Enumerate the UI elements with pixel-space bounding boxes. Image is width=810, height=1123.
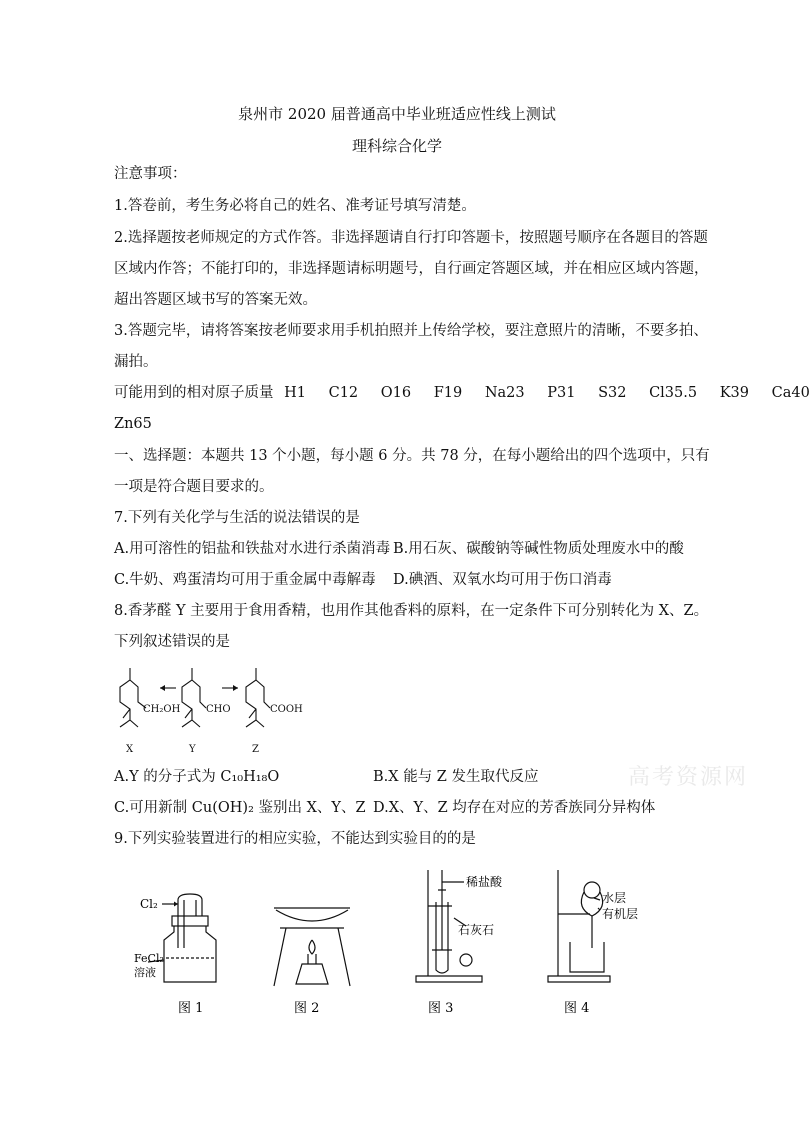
q7-stem: 7.下列有关化学与生活的说法错误的是 bbox=[114, 510, 360, 526]
q7-option-c: C.牛奶、鸡蛋清均可用于重金属中毒解毒 bbox=[114, 572, 376, 588]
notice-item-3-line-2: 漏拍。 bbox=[114, 354, 158, 370]
atomic-mass-item: S32 bbox=[598, 385, 627, 401]
fig4-water-layer-label: 水层 bbox=[602, 891, 627, 905]
q8-option-d: D.X、Y、Z 均存在对应的芳香族同分异构体 bbox=[373, 800, 656, 816]
section1-line-2: 一项是符合题目要求的。 bbox=[114, 479, 274, 495]
q8-option-b: B.X 能与 Z 发生取代反应 bbox=[373, 769, 539, 785]
atomic-mass-item: C12 bbox=[328, 385, 359, 401]
atomic-mass-line bbox=[114, 383, 810, 403]
q9-stem: 9.下列实验装置进行的相应实验，不能达到实验目的的是 bbox=[114, 831, 476, 847]
atomic-mass-last: Zn65 bbox=[114, 416, 152, 432]
notice-item-2-line-3: 超出答题区域书写的答案无效。 bbox=[114, 292, 317, 308]
q8-option-a: A.Y 的分子式为 C₁₀H₁₈O bbox=[114, 769, 280, 785]
q7-option-b: B.用石灰、碳酸钠等碱性物质处理废水中的酸 bbox=[393, 541, 684, 557]
fig4-organic-layer-label: 有机层 bbox=[602, 907, 639, 921]
q8-structure-diagram bbox=[110, 660, 330, 760]
q7-option-a: A.用可溶性的铝盐和铁盐对水进行杀菌消毒 bbox=[114, 541, 391, 557]
atomic-mass-item: H1 bbox=[284, 385, 306, 401]
y-label: Y bbox=[189, 744, 196, 755]
fig3-acid-label: 稀盐酸 bbox=[466, 875, 503, 889]
notice-item-2-line-2: 区域内作答；不能打印的，非选择题请标明题号，自行画定答题区域，并在相应区域内答题， bbox=[114, 261, 709, 277]
x-group-label: CH₂OH bbox=[143, 704, 181, 715]
atomic-mass-item: F19 bbox=[433, 385, 463, 401]
watermark: 高考资源网 bbox=[628, 765, 749, 790]
x-label: X bbox=[126, 744, 134, 755]
fig1-gas-label: Cl₂ bbox=[140, 897, 158, 911]
figure-3-gas-generator bbox=[408, 862, 528, 1022]
exam-title: 泉州市 2020 届普通高中毕业班适应性线上测试 bbox=[238, 105, 556, 123]
fig4-caption: 图 4 bbox=[564, 1001, 590, 1016]
q8-stem-line-2: 下列叙述错误的是 bbox=[114, 634, 230, 650]
atomic-mass-item: Na23 bbox=[484, 385, 525, 401]
atomic-mass-item: O16 bbox=[380, 385, 412, 401]
atomic-mass-item: P31 bbox=[547, 385, 576, 401]
fig3-caption: 图 3 bbox=[428, 1001, 454, 1016]
q8-option-c: C.可用新制 Cu(OH)₂ 鉴别出 X、Y、Z bbox=[114, 800, 366, 816]
fig1-solution-label-1: FeCl₂ bbox=[134, 952, 164, 965]
y-group-label: CHO bbox=[206, 704, 231, 715]
notice-item-2-line-1: 2.选择题按老师规定的方式作答。非选择题请自行打印答题卡，按照题号顺序在各题目的答题 bbox=[114, 230, 708, 246]
atomic-mass-label: 可能用到的相对原子质量 bbox=[114, 385, 274, 401]
atomic-mass-item: Cl35.5 bbox=[649, 385, 698, 401]
z-label: Z bbox=[252, 744, 259, 755]
notice-item-3-line-1: 3.答题完毕，请将答案按老师要求用手机拍照并上传给学校，要注意照片的清晰，不要多拍、 bbox=[114, 323, 708, 339]
fig2-caption: 图 2 bbox=[294, 1001, 320, 1016]
notice-heading: 注意事项： bbox=[114, 166, 187, 182]
fig3-stone-label: 石灰石 bbox=[458, 923, 495, 937]
notice-item-1: 1.答卷前，考生务必将自己的姓名、准考证号填写清楚。 bbox=[114, 198, 476, 214]
q7-option-d: D.碘酒、双氧水均可用于伤口消毒 bbox=[393, 572, 612, 588]
figure-4-separatory-funnel bbox=[540, 862, 670, 1022]
atomic-mass-item: K39 bbox=[719, 385, 749, 401]
section1-line-1: 一、选择题：本题共 13 个小题，每小题 6 分。共 78 分，在每小题给出的四个选项中，只有 bbox=[114, 448, 710, 464]
figure-2-evaporating-dish bbox=[262, 888, 362, 1022]
figure-1-gas-bottle bbox=[134, 888, 254, 1022]
q8-stem-line-1: 8.香茅醛 Y 主要用于食用香精，也用作其他香料的原料，在一定条件下可分别转化为 X、Z。 bbox=[114, 603, 709, 619]
z-group-label: COOH bbox=[270, 704, 303, 715]
fig1-solution-label-2: 溶液 bbox=[134, 966, 156, 979]
exam-subtitle: 理科综合化学 bbox=[351, 137, 442, 155]
fig1-caption: 图 1 bbox=[178, 1001, 204, 1016]
atomic-mass-item: Ca40 bbox=[771, 385, 810, 401]
